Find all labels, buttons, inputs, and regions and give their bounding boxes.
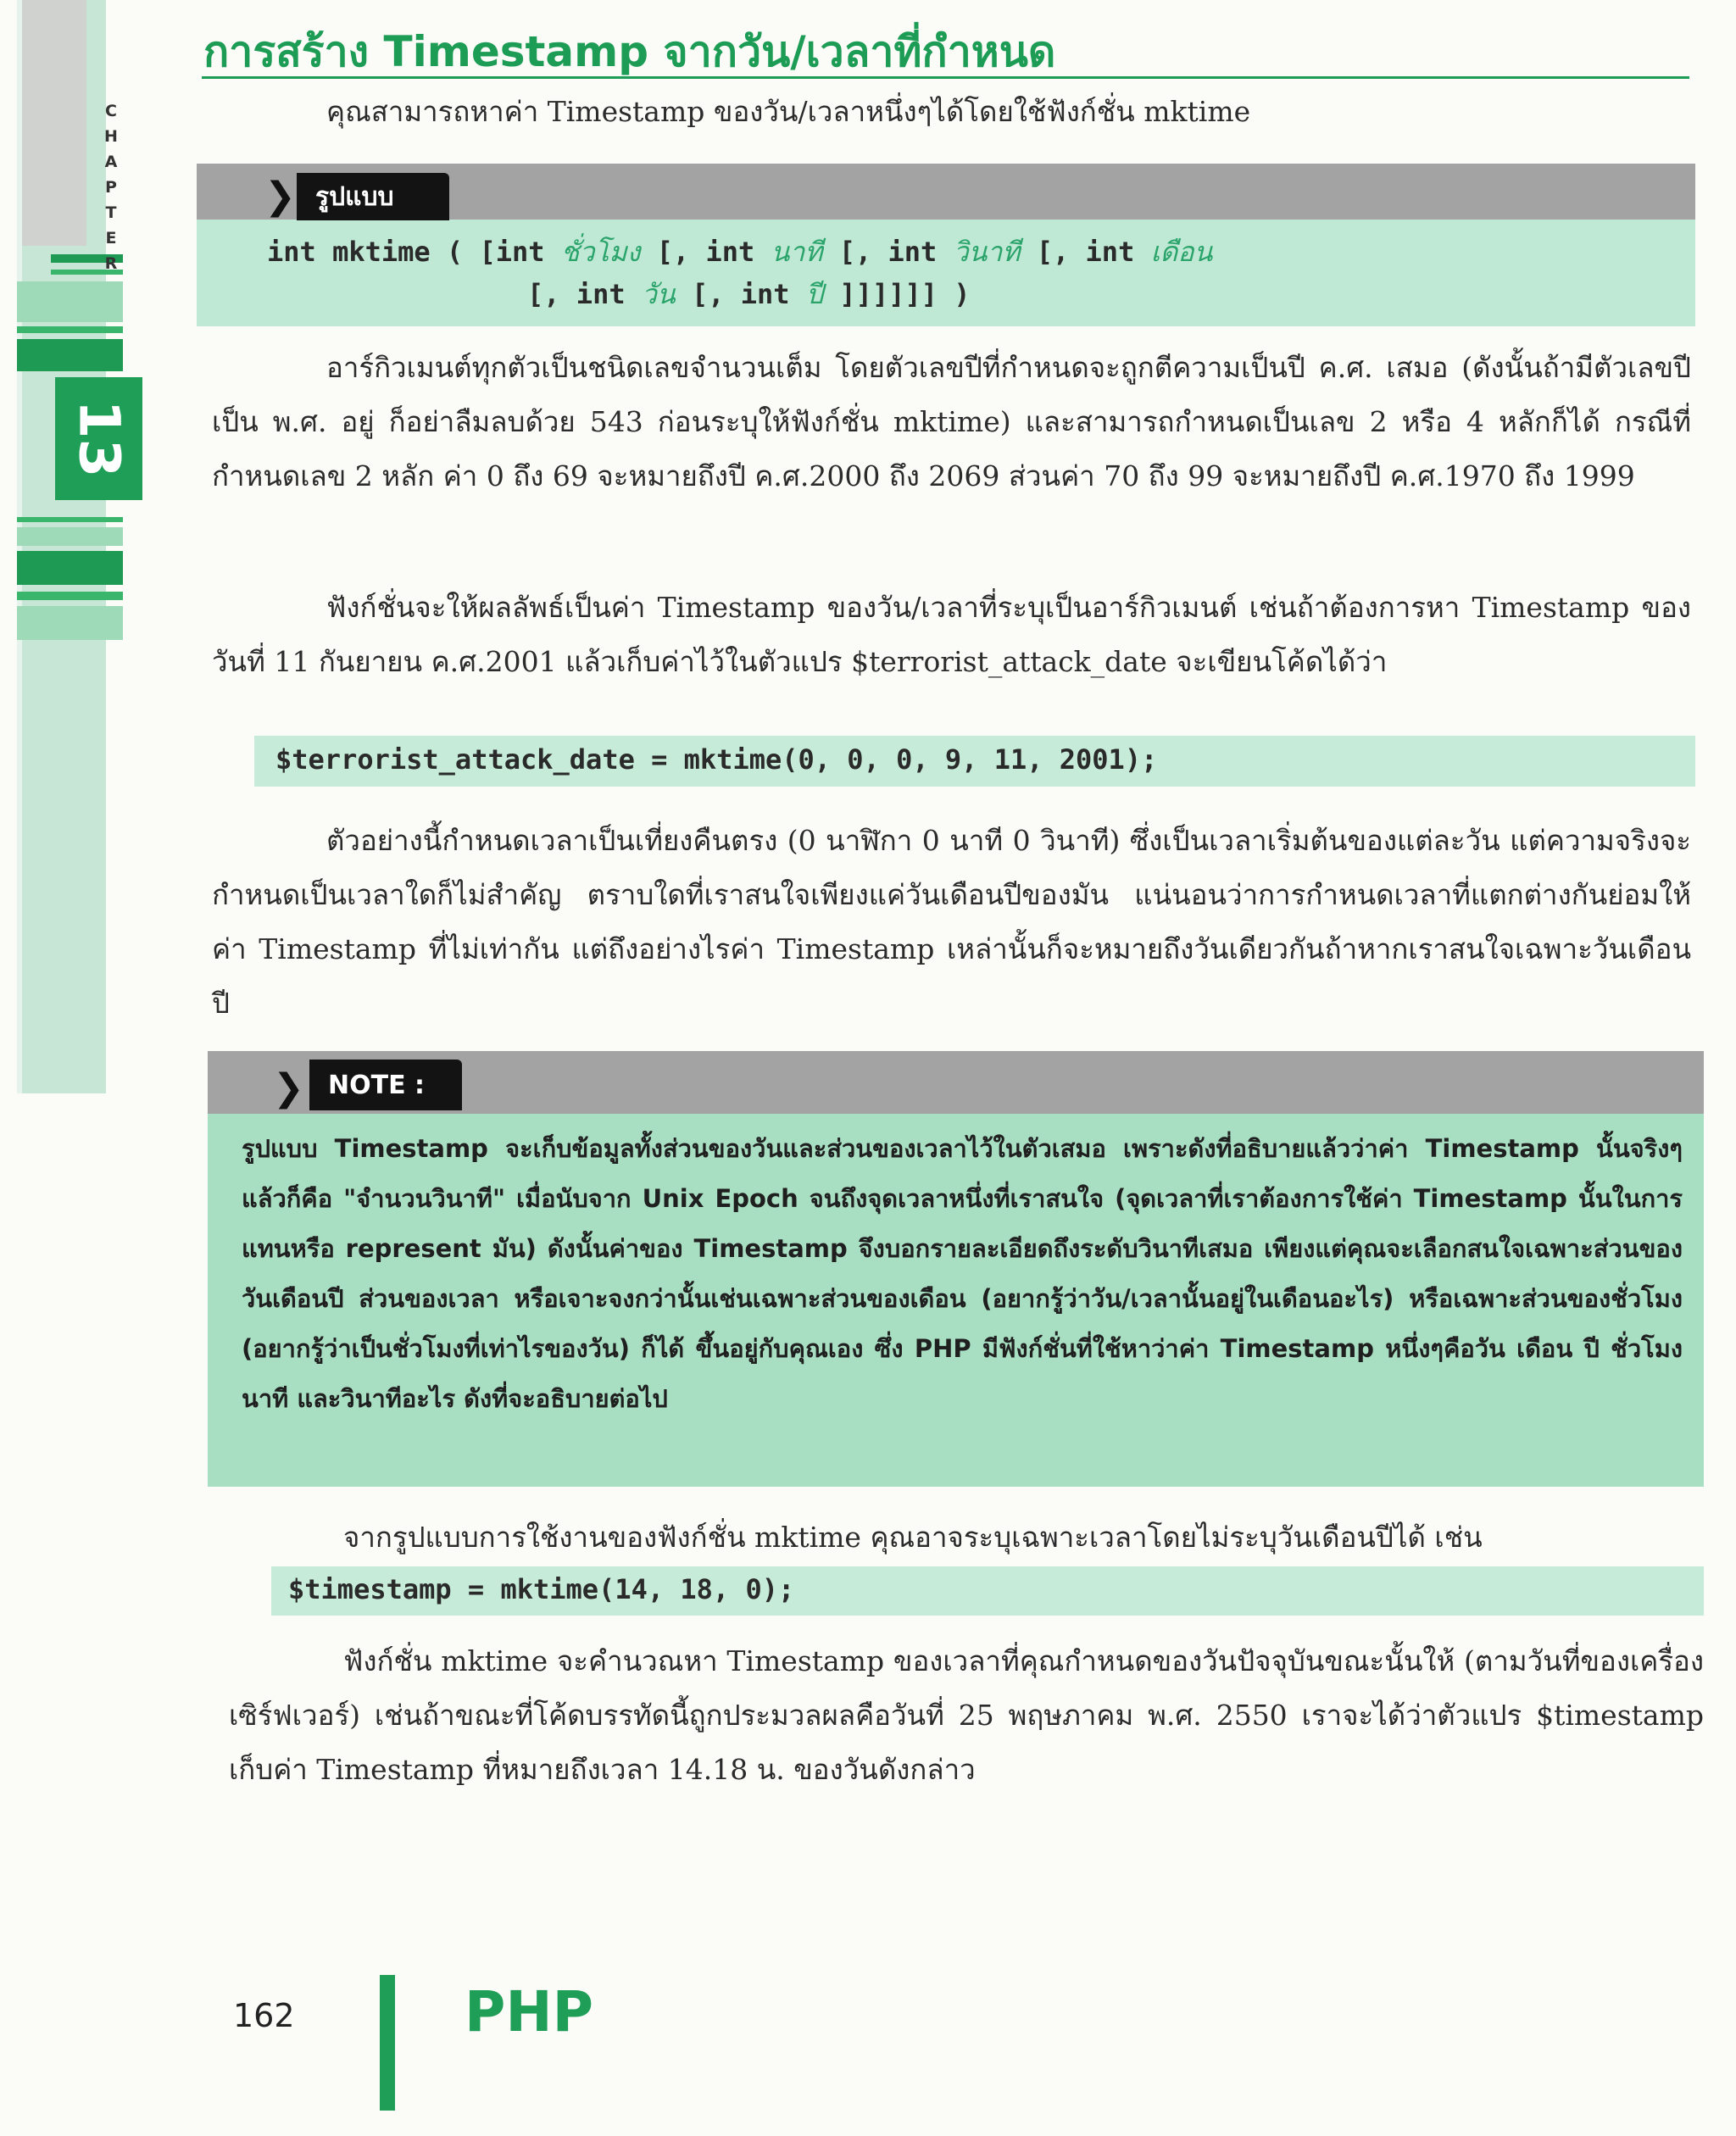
chevron-right-icon: ❯ <box>273 1066 304 1110</box>
paragraph-current-day: ฟังก์ชั่น mktime จะคำนวณหา Timestamp ของเวลาที่คุณกำหนดของวันปัจจุบันขณะนั้นให้ (ตามวันที่ของเครื่องเซิร์ฟเวอร์) เช่นถ้าขณะที่โค้ดบรรทัดนี้ถูกประมวลผลคือวันที่ 25 พฤษภาคม พ.ศ. 2550 เราจะได้ว่าตัวแปร $timestamp เก็บค่า Timestamp ที่หมายถึงเวลา 14.18 น. ของวันดังกล่าว <box>229 1644 1704 1786</box>
chapter-strip-shade <box>17 0 86 246</box>
chapter-label: CHAPTER <box>102 102 120 280</box>
paragraph-result: ฟังก์ชั่นจะให้ผลลัพธ์เป็นค่า Timestamp ของวัน/เวลาที่ระบุเป็นอาร์กิวเมนต์ เช่นถ้าต้องการหา Timestamp ของวันที่ 11 กันยายน ค.ศ.2001 แล้วเก็บค่าไว้ในตัวแปร $terrorist_attack_date จะเขียนโค้ดได้ว่า <box>212 591 1691 678</box>
chapter-stripe <box>17 551 123 585</box>
note-tab: NOTE : <box>309 1060 462 1110</box>
chapter-stripe <box>17 517 123 522</box>
chapter-stripe <box>17 606 123 640</box>
paragraph-time-only: จากรูปแบบการใช้งานของฟังก์ชั่น mktime คุณอาจระบุเฉพาะเวลาโดยไม่ระบุวันเดือนปีได้ เช่น <box>343 1521 1483 1554</box>
chapter-strip-edge <box>17 0 22 1093</box>
code-line-terrorist-date: $terrorist_attack_date = mktime(0, 0, 0, 9, 11, 2001); <box>275 743 1158 776</box>
note-text: รูปแบบ Timestamp จะเก็บข้อมูลทั้งส่วนของวันและส่วนของเวลาไว้ในตัวเสมอ เพราะดังที่อธิบายแล้วว่าค่า Timestamp นั้นจริงๆแล้วก็คือ "จำนวนวินาที" เมื่อนับจาก Unix Epoch จนถึงจุดเวลาหนึ่งที่เราสนใจ (จุดเวลาที่เราต้องการใช้ค่า Timestamp นั้นในการแทนหรือ represent มัน) ดังนั้นค่าของ Timestamp จึงบอกรายละเอียดถึงระดับวินาทีเสมอ เพียงแต่คุณจะเลือกสนใจเฉพาะส่วนของวันเดือนปี ส่วนของเวลา หรือเจาะจงกว่านั้นเช่นเฉพาะส่วนของเดือน (อยากรู้ว่าวัน/เวลานั้นอยู่ในเดือนอะไร) หรือเฉพาะส่วนของชั่วโมง (อยากรู้ว่าเป็นชั่วโมงที่เท่าไรของวัน) ก็ได้ ขึ้นอยู่กับคุณเอง ซึ่ง PHP มีฟังก์ชั่นที่ใช้หาว่าค่า Timestamp หนึ่งๆคือวัน เดือน ปี ชั่วโมง นาที และวินาทีอะไร ดังที่จะอธิบายต่อไป <box>242 1134 1683 1413</box>
paragraph-midnight: ตัวอย่างนี้กำหนดเวลาเป็นเที่ยงคืนตรง (0 นาฬิกา 0 นาที 0 วินาที) ซึ่งเป็นเวลาเริ่มต้นของแต่ละวัน แต่ความจริงจะกำหนดเป็นเวลาใดก็ไม่สำคัญ ตราบใดที่เราสนใจเพียงแค่วันเดือนปีของมัน แน่นอนว่าการกำหนดเวลาที่แตกต่างกันย่อมให้ค่า Timestamp ที่ไม่เท่ากัน แต่ถึงอย่างไรค่า Timestamp เหล่านั้นก็จะหมายถึงวันเดียวกันถ้าหากเราสนใจเฉพาะวันเดือนปี <box>212 824 1691 1020</box>
footer-divider <box>380 1975 395 2111</box>
chapter-number-tab <box>55 377 142 500</box>
chapter-stripe <box>17 592 123 600</box>
chapter-stripe <box>17 527 123 546</box>
title-rule <box>202 76 1689 79</box>
chapter-stripe <box>17 339 123 371</box>
paragraph-arguments: อาร์กิวเมนต์ทุกตัวเป็นชนิดเลขจำนวนเต็ม โดยตัวเลขปีที่กำหนดจะถูกตีความเป็นปี ค.ศ. เสมอ (ดังนั้นถ้ามีตัวเลขปีเป็น พ.ศ. อยู่ ก็อย่าลืมลบด้วย 543 ก่อนระบุให้ฟังก์ชั่น mktime) และสามารถกำหนดเป็นเลข 2 หรือ 4 หลักก็ได้ กรณีที่กำหนดเลข 2 หลัก ค่า 0 ถึง 69 จะหมายถึงปี ค.ศ.2000 ถึง 2069 ส่วนค่า 70 ถึง 99 จะหมายถึงปี ค.ศ.1970 ถึง 1999 <box>212 351 1691 492</box>
intro-paragraph: คุณสามารถหาค่า Timestamp ของวัน/เวลาหนึ่งๆได้โดยใช้ฟังก์ชั่น mktime <box>326 95 1251 128</box>
code-line-timestamp: $timestamp = mktime(14, 18, 0); <box>288 1573 795 1605</box>
syntax-tab: รูปแบบ <box>297 173 449 220</box>
chapter-stripe <box>17 326 123 333</box>
page-number: 162 <box>233 1997 295 2034</box>
book-title: PHP <box>465 1979 593 2044</box>
chapter-number: 13 <box>65 399 131 478</box>
chapter-stripe <box>17 281 123 322</box>
syntax-line-2: [, int วัน [, int ปี ]]]]]] ) <box>527 278 971 310</box>
syntax-line-1: int mktime ( [int ชั่วโมง [, int นาที [, int วินาที [, int เดือน <box>267 236 1213 268</box>
chevron-right-icon: ❯ <box>264 175 296 218</box>
page-title: การสร้าง Timestamp จากวัน/เวลาที่กำหนด <box>203 27 1056 76</box>
